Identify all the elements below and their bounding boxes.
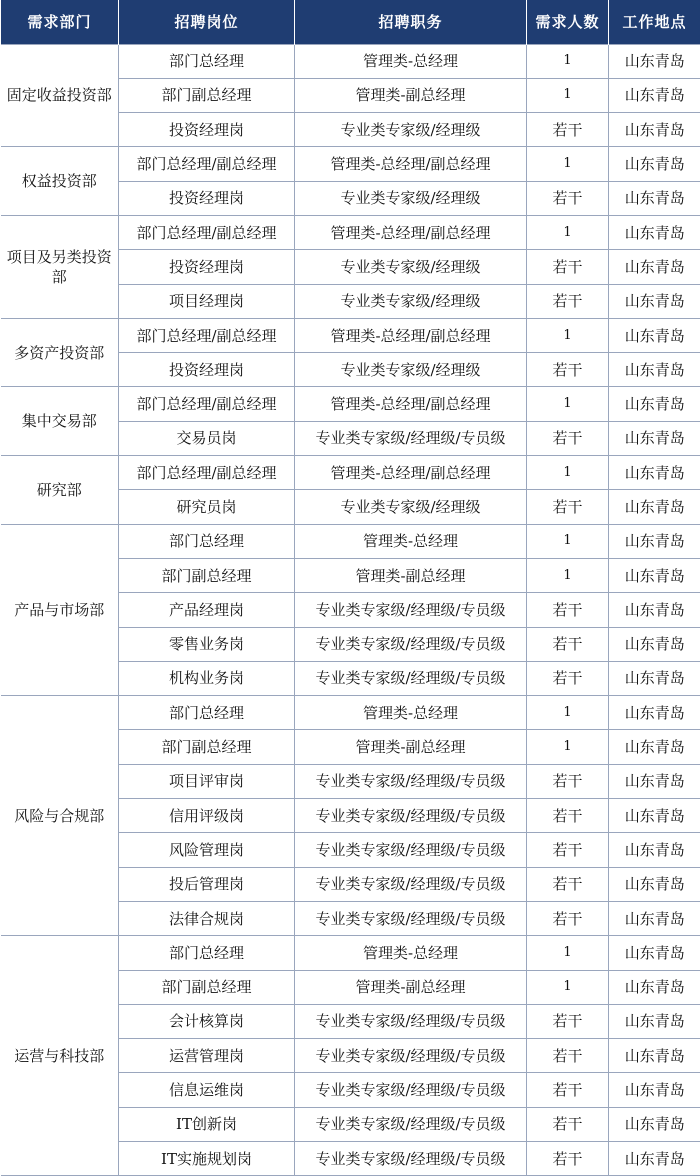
duty-cell: 管理类-副总经理 [295, 558, 527, 592]
position-cell: 零售业务岗 [119, 627, 295, 661]
duty-cell: 管理类-总经理 [295, 44, 527, 78]
duty-cell: 专业类专家级/经理级/专员级 [295, 1107, 527, 1141]
location-cell: 山东青岛 [609, 353, 700, 387]
location-cell: 山东青岛 [609, 696, 700, 730]
count-cell: 1 [527, 456, 609, 490]
location-cell: 山东青岛 [609, 661, 700, 695]
location-cell: 山东青岛 [609, 147, 700, 181]
duty-cell: 管理类-总经理/副总经理 [295, 215, 527, 249]
location-cell: 山东青岛 [609, 833, 700, 867]
count-cell: 1 [527, 730, 609, 764]
location-cell: 山东青岛 [609, 593, 700, 627]
duty-cell: 管理类-副总经理 [295, 730, 527, 764]
dept-cell: 集中交易部 [1, 387, 119, 456]
location-cell: 山东青岛 [609, 936, 700, 970]
duty-cell: 管理类-副总经理 [295, 970, 527, 1004]
table-row [1, 387, 700, 421]
position-cell: 部门总经理/副总经理 [119, 456, 295, 490]
count-cell: 1 [527, 44, 609, 78]
header-count: 需求人数 [527, 0, 609, 44]
position-cell: 部门总经理 [119, 696, 295, 730]
location-cell: 山东青岛 [609, 799, 700, 833]
count-cell: 若干 [527, 113, 609, 147]
count-cell: 若干 [527, 1142, 609, 1176]
duty-cell: 专业类专家级/经理级/专员级 [295, 764, 527, 798]
duty-cell: 专业类专家级/经理级/专员级 [295, 1142, 527, 1176]
duty-cell: 专业类专家级/经理级 [295, 113, 527, 147]
duty-cell: 管理类-总经理 [295, 524, 527, 558]
location-cell: 山东青岛 [609, 181, 700, 215]
table-row [1, 456, 700, 490]
count-cell: 若干 [527, 250, 609, 284]
position-cell: 部门总经理/副总经理 [119, 318, 295, 352]
count-cell: 若干 [527, 867, 609, 901]
location-cell: 山东青岛 [609, 78, 700, 112]
count-cell: 若干 [527, 833, 609, 867]
table-body [1, 44, 700, 1176]
position-cell: 部门副总经理 [119, 558, 295, 592]
count-cell: 1 [527, 215, 609, 249]
count-cell: 1 [527, 970, 609, 1004]
location-cell: 山东青岛 [609, 44, 700, 78]
position-cell: 部门总经理/副总经理 [119, 147, 295, 181]
location-cell: 山东青岛 [609, 867, 700, 901]
count-cell: 1 [527, 696, 609, 730]
count-cell: 若干 [527, 284, 609, 318]
location-cell: 山东青岛 [609, 764, 700, 798]
dept-cell: 固定收益投资部 [1, 44, 119, 147]
location-cell: 山东青岛 [609, 456, 700, 490]
duty-cell: 管理类-总经理/副总经理 [295, 456, 527, 490]
count-cell: 1 [527, 387, 609, 421]
location-cell: 山东青岛 [609, 421, 700, 455]
position-cell: 信用评级岗 [119, 799, 295, 833]
position-cell: 部门总经理/副总经理 [119, 387, 295, 421]
duty-cell: 管理类-总经理/副总经理 [295, 147, 527, 181]
location-cell: 山东青岛 [609, 490, 700, 524]
position-cell: 会计核算岗 [119, 1004, 295, 1038]
duty-cell: 专业类专家级/经理级 [295, 250, 527, 284]
position-cell: 法律合规岗 [119, 901, 295, 935]
position-cell: 风险管理岗 [119, 833, 295, 867]
duty-cell: 专业类专家级/经理级 [295, 181, 527, 215]
count-cell: 若干 [527, 627, 609, 661]
position-cell: 部门总经理/副总经理 [119, 215, 295, 249]
count-cell: 若干 [527, 1107, 609, 1141]
position-cell: 产品经理岗 [119, 593, 295, 627]
duty-cell: 专业类专家级/经理级/专员级 [295, 627, 527, 661]
position-cell: 交易员岗 [119, 421, 295, 455]
position-cell: 部门总经理 [119, 524, 295, 558]
dept-cell: 权益投资部 [1, 147, 119, 216]
location-cell: 山东青岛 [609, 387, 700, 421]
duty-cell: 专业类专家级/经理级/专员级 [295, 593, 527, 627]
duty-cell: 专业类专家级/经理级/专员级 [295, 901, 527, 935]
duty-cell: 专业类专家级/经理级 [295, 490, 527, 524]
duty-cell: 专业类专家级/经理级/专员级 [295, 833, 527, 867]
location-cell: 山东青岛 [609, 250, 700, 284]
location-cell: 山东青岛 [609, 524, 700, 558]
duty-cell: 管理类-总经理 [295, 696, 527, 730]
location-cell: 山东青岛 [609, 970, 700, 1004]
position-cell: 投资经理岗 [119, 353, 295, 387]
location-cell: 山东青岛 [609, 1107, 700, 1141]
header-row [1, 0, 700, 44]
count-cell: 若干 [527, 421, 609, 455]
count-cell: 1 [527, 78, 609, 112]
header-dept: 需求部门 [1, 0, 119, 44]
dept-cell: 运营与科技部 [1, 936, 119, 1176]
duty-cell: 专业类专家级/经理级 [295, 353, 527, 387]
location-cell: 山东青岛 [609, 1142, 700, 1176]
position-cell: 投资经理岗 [119, 250, 295, 284]
header-duty: 招聘职务 [295, 0, 527, 44]
position-cell: 投后管理岗 [119, 867, 295, 901]
location-cell: 山东青岛 [609, 730, 700, 764]
table-row [1, 936, 700, 970]
count-cell: 1 [527, 558, 609, 592]
table-row [1, 44, 700, 78]
dept-cell: 风险与合规部 [1, 696, 119, 936]
duty-cell: 专业类专家级/经理级/专员级 [295, 421, 527, 455]
duty-cell: 专业类专家级/经理级 [295, 284, 527, 318]
count-cell: 若干 [527, 353, 609, 387]
position-cell: 研究员岗 [119, 490, 295, 524]
position-cell: 部门副总经理 [119, 730, 295, 764]
location-cell: 山东青岛 [609, 1004, 700, 1038]
location-cell: 山东青岛 [609, 1039, 700, 1073]
location-cell: 山东青岛 [609, 215, 700, 249]
duty-cell: 管理类-总经理/副总经理 [295, 387, 527, 421]
table-row [1, 215, 700, 249]
duty-cell: 专业类专家级/经理级/专员级 [295, 799, 527, 833]
count-cell: 1 [527, 318, 609, 352]
count-cell: 若干 [527, 1039, 609, 1073]
location-cell: 山东青岛 [609, 1073, 700, 1107]
count-cell: 若干 [527, 490, 609, 524]
count-cell: 若干 [527, 799, 609, 833]
position-cell: IT实施规划岗 [119, 1142, 295, 1176]
position-cell: 部门总经理 [119, 936, 295, 970]
duty-cell: 专业类专家级/经理级/专员级 [295, 1004, 527, 1038]
duty-cell: 专业类专家级/经理级/专员级 [295, 867, 527, 901]
count-cell: 若干 [527, 593, 609, 627]
table-row [1, 524, 700, 558]
count-cell: 若干 [527, 764, 609, 798]
count-cell: 若干 [527, 1073, 609, 1107]
dept-cell: 项目及另类投资部 [1, 215, 119, 318]
duty-cell: 管理类-副总经理 [295, 78, 527, 112]
position-cell: 部门副总经理 [119, 970, 295, 1004]
dept-cell: 多资产投资部 [1, 318, 119, 387]
dept-cell: 研究部 [1, 456, 119, 525]
table-row [1, 147, 700, 181]
position-cell: 项目经理岗 [119, 284, 295, 318]
position-cell: 信息运维岗 [119, 1073, 295, 1107]
count-cell: 若干 [527, 901, 609, 935]
table-header [1, 0, 700, 44]
duty-cell: 管理类-总经理/副总经理 [295, 318, 527, 352]
count-cell: 1 [527, 524, 609, 558]
table-row [1, 318, 700, 352]
position-cell: 投资经理岗 [119, 113, 295, 147]
position-cell: IT创新岗 [119, 1107, 295, 1141]
location-cell: 山东青岛 [609, 284, 700, 318]
location-cell: 山东青岛 [609, 318, 700, 352]
location-cell: 山东青岛 [609, 113, 700, 147]
count-cell: 1 [527, 147, 609, 181]
position-cell: 部门总经理 [119, 44, 295, 78]
duty-cell: 专业类专家级/经理级/专员级 [295, 1073, 527, 1107]
location-cell: 山东青岛 [609, 627, 700, 661]
location-cell: 山东青岛 [609, 558, 700, 592]
count-cell: 若干 [527, 181, 609, 215]
position-cell: 运营管理岗 [119, 1039, 295, 1073]
location-cell: 山东青岛 [609, 901, 700, 935]
position-cell: 项目评审岗 [119, 764, 295, 798]
header-position: 招聘岗位 [119, 0, 295, 44]
header-location: 工作地点 [609, 0, 700, 44]
position-cell: 部门副总经理 [119, 78, 295, 112]
count-cell: 若干 [527, 661, 609, 695]
duty-cell: 专业类专家级/经理级/专员级 [295, 661, 527, 695]
count-cell: 若干 [527, 1004, 609, 1038]
duty-cell: 管理类-总经理 [295, 936, 527, 970]
dept-cell: 产品与市场部 [1, 524, 119, 695]
table-row [1, 696, 700, 730]
duty-cell: 专业类专家级/经理级/专员级 [295, 1039, 527, 1073]
position-cell: 投资经理岗 [119, 181, 295, 215]
count-cell: 1 [527, 936, 609, 970]
position-cell: 机构业务岗 [119, 661, 295, 695]
